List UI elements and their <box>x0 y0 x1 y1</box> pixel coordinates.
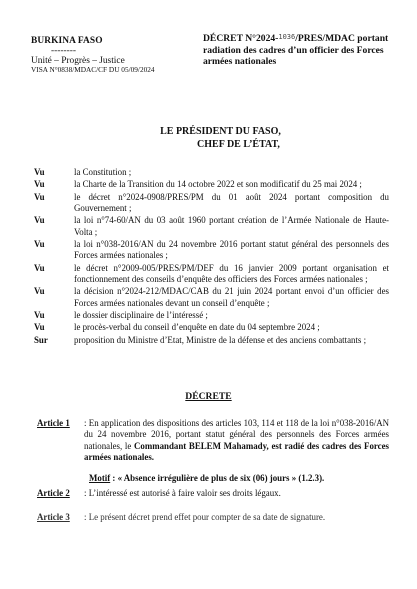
header-dashes: -------- <box>51 46 76 57</box>
consideration-key: Vu <box>34 286 45 297</box>
motif-key: Motif <box>89 473 111 483</box>
consideration-item <box>34 322 389 333</box>
head-of-state-title: CHEF DE L’ÉTAT, <box>197 139 280 150</box>
consideration-key: Vu <box>34 215 45 226</box>
decrete-heading <box>0 391 417 402</box>
consideration-text: le décret n°2024-0908/PRES/PM du 01 août 2024 portant composition du Gouvernement ; <box>74 191 389 213</box>
consideration-key: Vu <box>34 310 45 321</box>
article-2-label: Article 2 <box>37 488 70 498</box>
visa-reference: VISA N°0838/MDAC/CF DU 05/09/2024 <box>31 65 155 75</box>
article-1-label: Article 1 <box>37 418 70 428</box>
consideration-text: le procès-verbal du conseil d’enquête en date du 04 septembre 2024 ; <box>74 322 320 333</box>
article-1-ending: , est radié des cadres des Forces armées nationales. <box>84 440 389 463</box>
president-heading <box>0 125 417 151</box>
national-motto: Unité – Progrès – Justice <box>31 56 125 67</box>
article-3-body: Le présent décret prend effet pour compter de sa date de signature. <box>88 512 326 522</box>
consideration-text: la Charte de la Transition du 14 octobre 2022 et son modificatif du 25 mai 2024 ; <box>74 179 362 190</box>
motif-line <box>89 473 324 483</box>
consideration-key: Sur <box>34 334 48 345</box>
article-1-key <box>37 418 81 464</box>
article-2-colon: : <box>84 488 87 498</box>
article-2-body: L’intéressé est autorisé à faire valoir ses droits légaux. <box>88 488 281 498</box>
consideration-item <box>34 167 389 178</box>
decrete-label: DÉCRETE <box>185 391 232 402</box>
motif-text: : « Absence irrégulière de plus de six (06) jours » (1.2.3). <box>110 473 325 483</box>
article-3 <box>37 512 389 523</box>
consideration-item <box>34 263 389 286</box>
consideration-text: le dossier disciplinaire de l’intéressé ; <box>74 310 208 321</box>
consideration-key: Vu <box>34 322 45 333</box>
consideration-item <box>34 310 389 321</box>
president-title: LE PRÉSIDENT DU FASO, <box>160 126 281 137</box>
header-left <box>31 36 201 74</box>
consideration-text: la Constitution ; <box>74 167 132 177</box>
decree-number-stamp: 1036 <box>278 33 296 41</box>
consideration-key: Vu <box>34 191 45 202</box>
article-2 <box>37 488 389 499</box>
article-3-colon: : <box>84 512 87 522</box>
article-1-body: En application des dispositions des articles 103, 114 et 118 de la loi n°038-2016/AN du 24 novembre 2016, portant statut général des personnels des Forces armées nationales, le <box>84 418 390 451</box>
considerations-list <box>34 167 389 346</box>
consideration-text: la loi n°74-60/AN du 03 août 1960 portant création de l’Armée Nationale de Haute-Volta ; <box>74 215 389 237</box>
country-name: BURKINA FASO <box>31 36 103 46</box>
article-1-colon: : <box>84 418 87 428</box>
consideration-item <box>34 286 389 309</box>
consideration-text: proposition du Ministre d’Etat, Ministre de la défense et des anciens combattants ; <box>74 334 367 345</box>
article-3-key <box>37 512 81 523</box>
article-1 <box>37 418 389 464</box>
article-2-key <box>37 488 81 499</box>
consideration-key: Vu <box>34 262 45 273</box>
consideration-text: le décret n°2009-005/PRES/PM/DEF du 16 janvier 2009 portant organisation et fonctionnement des conseils d’enquête des officiers des Forces armées nationales ; <box>74 262 389 285</box>
article-1-officer-name: Commandant BELEM Mahamady <box>133 440 267 451</box>
consideration-item <box>34 179 389 190</box>
consideration-item <box>34 192 389 215</box>
consideration-key: Vu <box>34 179 45 190</box>
decree-title <box>203 32 399 68</box>
consideration-item <box>34 335 389 346</box>
consideration-text: la décision n°2024-212/MDAC/CAB du 21 juin 2024 portant envoi d’un officier des Forces armées nationales devant un conseil d’enquête ; <box>74 286 389 308</box>
consideration-key: Vu <box>34 239 45 249</box>
consideration-text: la loi n°038-2016/AN du 24 novembre 2016 portant statut général des personnels des Forces armées nationales ; <box>74 239 389 261</box>
article-1-text <box>81 418 389 464</box>
article-2-text <box>81 488 389 499</box>
article-3-text <box>81 512 389 523</box>
article-3-label: Article 3 <box>37 512 70 522</box>
consideration-key: Vu <box>34 167 45 177</box>
decree-number-prefix: DÉCRET N°2024- <box>203 33 279 44</box>
consideration-item <box>34 239 389 262</box>
consideration-item <box>34 215 389 238</box>
decree-title-suffix: /PRES/MDAC portant radiation des cadres d’un officier des Forces armées nationales <box>203 33 389 68</box>
